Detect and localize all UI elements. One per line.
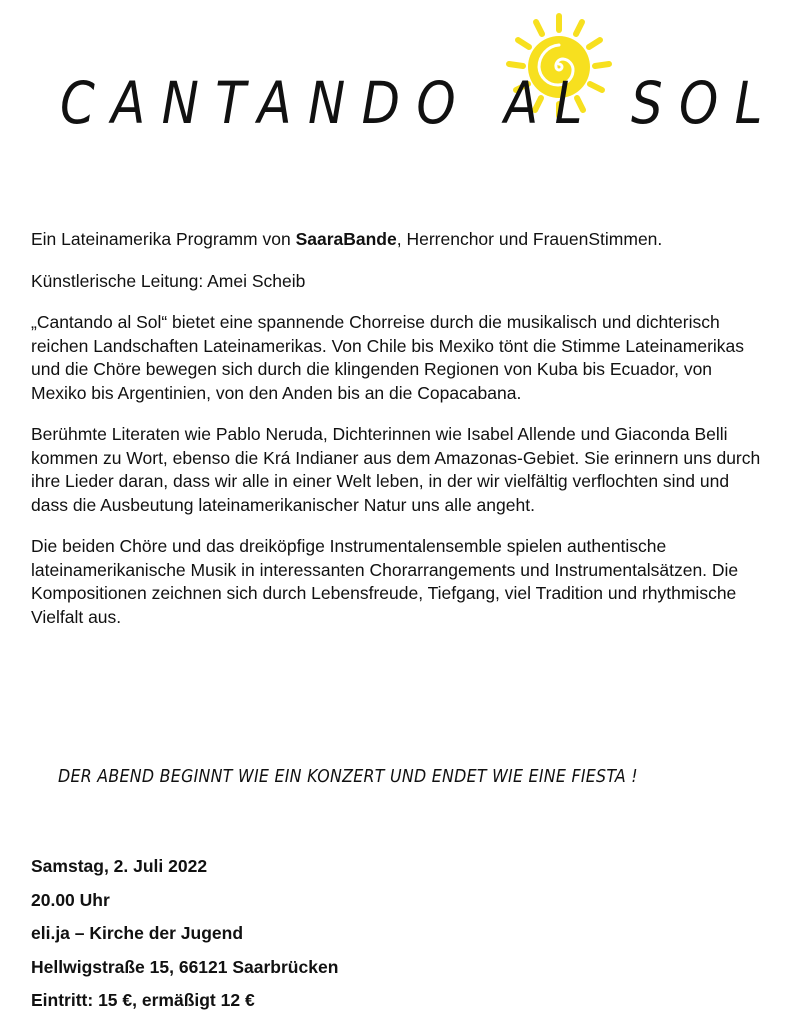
page-title: CANTANDO AL SOL bbox=[60, 69, 779, 137]
intro-text-before: Ein Lateinamerika Programm von bbox=[31, 229, 296, 249]
intro-paragraph bbox=[31, 228, 766, 252]
intro-text-after: , Herrenchor und FrauenStimmen. bbox=[396, 229, 663, 249]
event-admission: Eintritt: 15 €, ermäßigt 12 € bbox=[31, 990, 255, 1010]
description-paragraph-2: Berühmte Literaten wie Pablo Neruda, Dichterinnen wie Isabel Allende und Giaconda Belli kommen zu Wort, ebenso die Krá Indianer aus dem Amazonas-Gebiet. Sie erinnern uns durch ihre Lieder daran, dass wir alle in einer Welt leben, in der wir vielfältig verflochten sind und dass die Ausbeutung lateinamerikanischer Natur uns alle angeht. bbox=[31, 424, 761, 515]
description-paragraph-1: „Cantando al Sol“ bietet eine spannende Chorreise durch die musikalisch und dichterisch reichen Landschaften Lateinamerikas. Von Chile bis Mexiko tönt die Stimme Lateinamerikas und die Chöre bewegen sich durch die klingenden Regionen von Kuba bis Ecuador, von Mexiko bis Argentinien, von den Anden bis an die Copacabana. bbox=[31, 312, 745, 403]
event-date: Samstag, 2. Juli 2022 bbox=[31, 856, 208, 876]
motto-tagline: DER ABEND BEGINNT WIE EIN KONZERT UND ENDET WIE EINE FIESTA ! bbox=[58, 766, 638, 787]
event-time: 20.00 Uhr bbox=[31, 889, 110, 910]
description-paragraph-3: Die beiden Chöre und das dreiköpfige Instrumentalensemble spielen authentische lateinamerikanische Musik in interessanten Chorarrangements und Instrumentalsätzen. Die Kompositionen zeichnen sich durch Lebensfreude, Tiefgang, viel Tradition und rhythmische Vielfalt aus. bbox=[31, 536, 739, 627]
event-details bbox=[31, 850, 631, 1018]
event-venue: eli.ja – Kirche der Jugend bbox=[31, 923, 244, 943]
main-content bbox=[31, 228, 766, 647]
event-address: Hellwigstraße 15, 66121 Saarbrücken bbox=[31, 956, 339, 977]
band-name: SaaraBande bbox=[295, 229, 397, 249]
artistic-direction: Künstlerische Leitung: Amei Scheib bbox=[31, 270, 306, 291]
